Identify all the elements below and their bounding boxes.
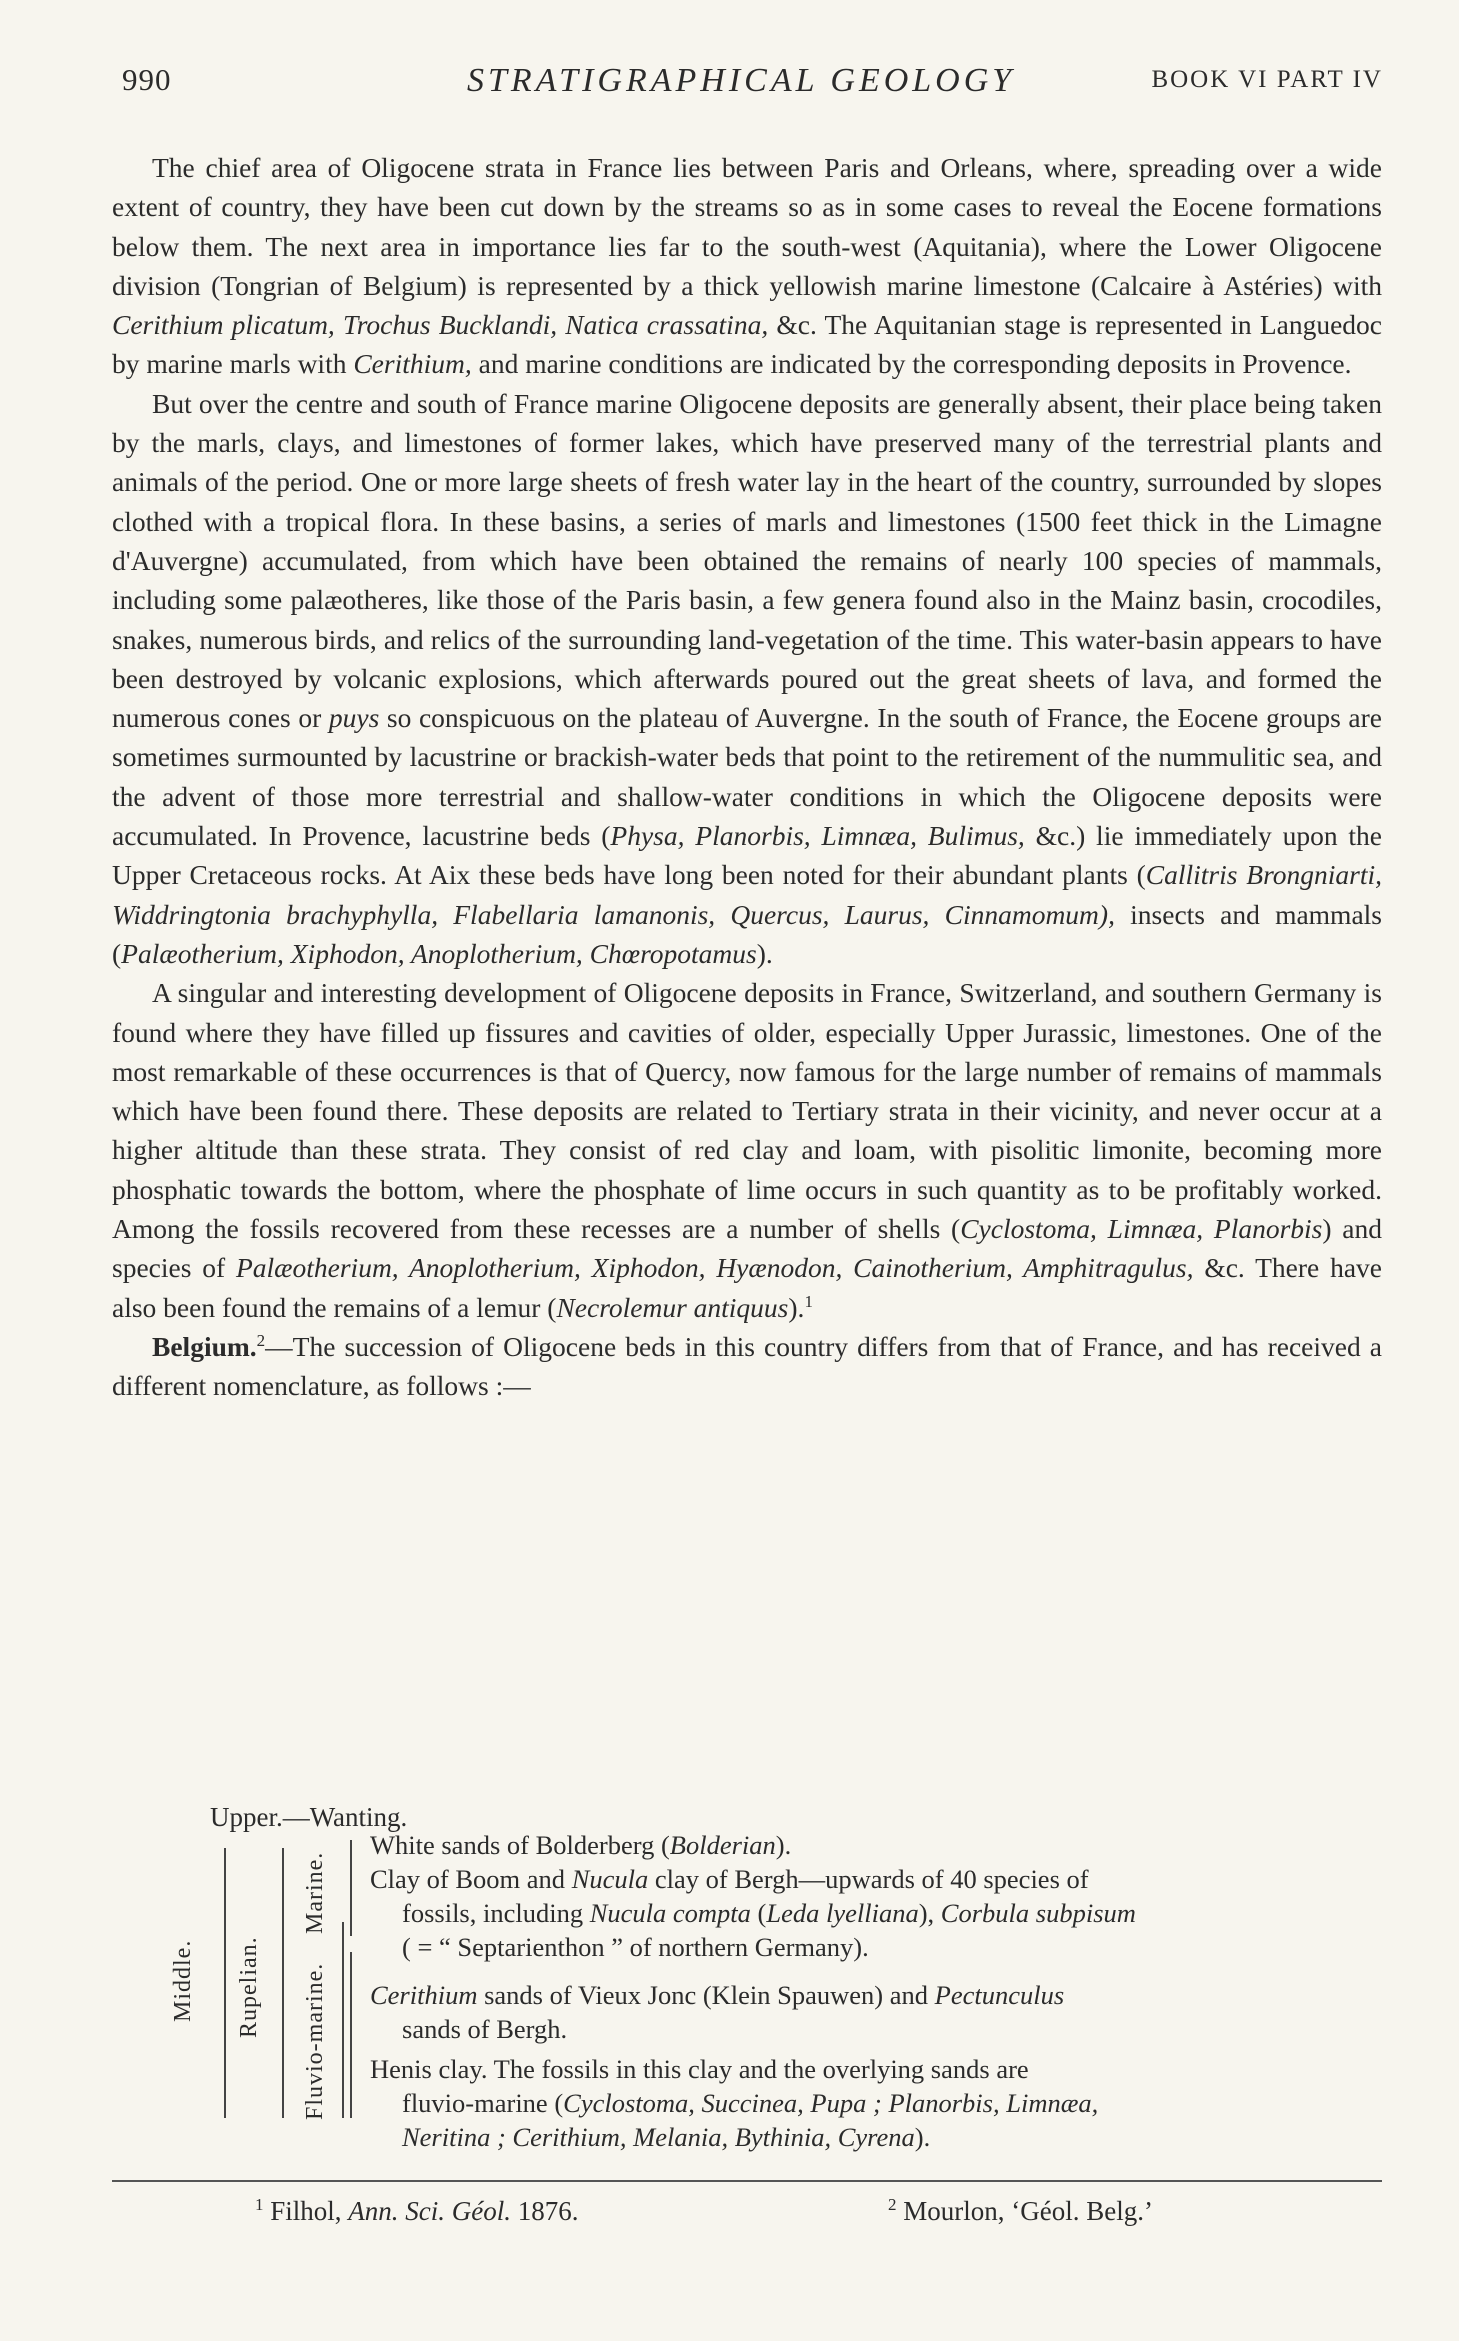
footnote-rule bbox=[112, 2180, 1382, 2182]
paragraph-auvergne: But over the centre and south of France marine Oligocene deposits are generally absent, their place being taken by the marls, clays, and limestones of former lakes, which have preserved many of the terrestrial plants and animals of the period. One or more large sheets of fresh water lay in the heart of the country, surrounded by slopes clothed with a tropical flora. In these basins, a series of marls and limestones (1500 feet thick in the Limagne d'Auvergne) accumulated, from which have been obtained the remains of nearly 100 species of mammals, including some palæotheres, like those of the Paris basin, a few genera found also in the Mainz basin, crocodiles, snakes, numerous birds, and relics of the surrounding land-vegetation of the time. This water-basin appears to have been destroyed by volcanic explosions, which afterwards poured out the great sheets of lava, and formed the numerous cones or puys so conspicuous on the plateau of Auvergne. In the south of France, the Eocene groups are sometimes surmounted by lacustrine or brackish-water beds that point to the retirement of the nummulitic sea, and the advent of those more terrestrial and shallow-water conditions in which the Oligocene deposits were accumulated. In Provence, lacustrine beds (Physa, Planorbis, Limnæa, Bulimus, &c.) lie immediately upon the Upper Cretaceous rocks. At Aix these beds have long been noted for their abundant plants (Callitris Brongniarti, Widdringtonia brachyphylla, Flabellaria lamanonis, Quercus, Laurus, Cinnamomum), insects and mammals (Palæotherium, Xiphodon, Anoplotherium, Chœropotamus). bbox=[112, 387, 1383, 969]
upper-wanting: Upper.—Wanting. bbox=[210, 1802, 408, 1832]
cerithium-brace bbox=[350, 1952, 352, 2118]
paragraph-aquitania: The chief area of Oligocene strata in France lies between Paris and Orleans, where, spreading over a wide extent of country, they have been cut down by the streams so as in some cases to reveal the Eocene formations below them. The next area in importance lies far to the south-west (Aquitania), where the Lower Oligocene division (Tongrian of Belgium) is represented by a thick yellowish marine limestone (Calcaire à Astéries) with Cerithium plicatum, Trochus Bucklandi, Natica crassatina, &c. The Aquitanian stage is represented in Languedoc by marine marls with Cerithium, and marine conditions are indicated by the corresponding deposits in Provence. bbox=[112, 152, 1382, 380]
footnote-1: $^1$ Filhol, Ann. Sci. Géol. 1876. bbox=[255, 2195, 579, 2226]
table-line-4: ( = “ Septarienthon ” of northern Germany). bbox=[402, 1932, 869, 1962]
page-number: 990 bbox=[122, 62, 172, 97]
running-title: STRATIGRAPHICAL GEOLOGY bbox=[467, 62, 1016, 99]
table-line-8: fluvio-marine (Cyclostoma, Succinea, Pupa ; Planorbis, Limnæa, bbox=[402, 2088, 1099, 2118]
middle-brace bbox=[224, 1848, 226, 2118]
table-line-2: Clay of Boom and Nucula clay of Bergh—upwards of 40 species of bbox=[370, 1864, 1089, 1894]
table-line-1: White sands of Bolderberg (Bolderian). bbox=[370, 1830, 792, 1860]
belgium-succession-table bbox=[112, 1802, 1382, 2152]
running-header bbox=[122, 62, 1383, 102]
table-line-7: Henis clay. The fossils in this clay and the overlying sands are bbox=[370, 2054, 1029, 2084]
table-line-9: Neritina ; Cerithium, Melania, Bythinia, Cyrena). bbox=[402, 2122, 931, 2152]
label-rupelian: Rupelian. bbox=[236, 1936, 262, 2038]
label-marine: Marine. bbox=[302, 1851, 328, 1934]
table-line-5: Cerithium sands of Vieux Jonc (Klein Spauwen) and Pectunculus bbox=[370, 1980, 1065, 2010]
label-fluvio-marine: Fluvio-marine. bbox=[302, 1962, 328, 2120]
label-middle: Middle. bbox=[170, 1939, 196, 2022]
paragraph-belgium: Belgium.$^2$—The succession of Oligocene beds in this country differs from that of France, and has received a different nomenclature, as follows :— bbox=[112, 1330, 1382, 1402]
table-line-3: fossils, including Nucula compta (Leda lyelliana), Corbula subpisum bbox=[402, 1898, 1136, 1928]
section-heading-belgium: Belgium. bbox=[152, 1330, 257, 1362]
body-text bbox=[112, 148, 1382, 1406]
marine-brace bbox=[350, 1840, 352, 1936]
fluvio-brace bbox=[342, 1922, 344, 2118]
book-part-label: BOOK VI PART IV bbox=[1151, 66, 1383, 93]
table-line-6: sands of Bergh. bbox=[402, 2014, 568, 2044]
paragraph-quercy: A singular and interesting development of Oligocene deposits in France, Switzerland, and southern Germany is found where they have filled up fissures and cavities of older, especially Upper Jurassic, limestones. One of the most remarkable of these occurrences is that of Quercy, now famous for the large number of remains of mammals which have been found there. These deposits are related to Tertiary strata in their vicinity, and never occur at a higher altitude than these strata. They consist of red clay and loam, with pisolitic limonite, becoming more phosphatic towards the bottom, where the phosphate of lime occurs in such quantity as to be profitably worked. Among the fossils recovered from these recesses are a number of shells (Cyclostoma, Limnæa, Planorbis) and species of Palæotherium, Anoplotherium, Xiphodon, Hyænodon, Cainotherium, Amphitragulus, &c. There have also been found the remains of a lemur (Necrolemur antiquus).$^1$ bbox=[112, 977, 1382, 1323]
rupelian-brace bbox=[282, 1848, 284, 2118]
footnote-ref-2: 2 bbox=[256, 1330, 266, 1350]
footnote-2: $^2$ Mourlon, ‘Géol. Belg.’ bbox=[888, 2195, 1153, 2226]
footnote-ref-1: 1 bbox=[804, 1291, 813, 1311]
